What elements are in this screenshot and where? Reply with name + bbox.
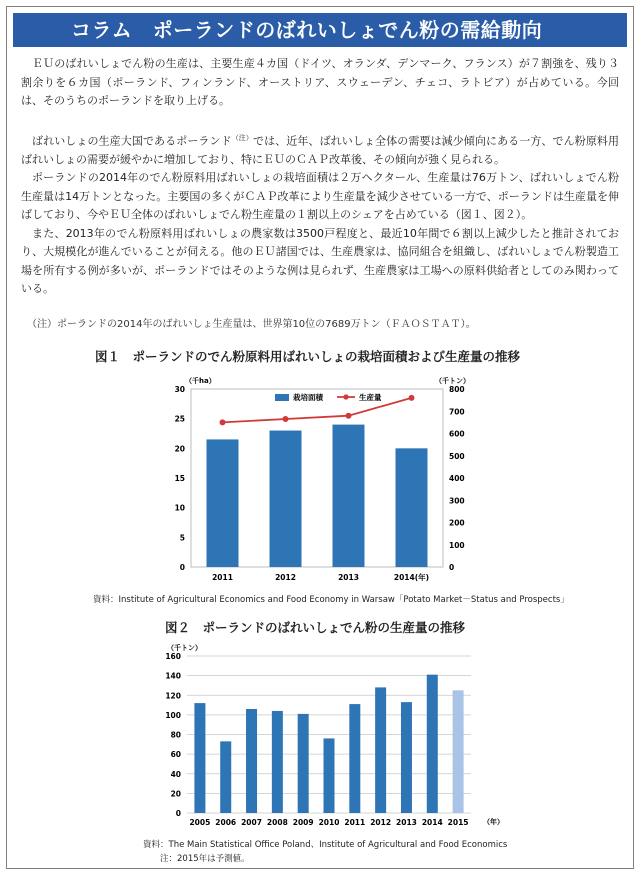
x-axis-tick-label: 2012 <box>370 818 392 827</box>
x-axis-tick-label: 2010 <box>318 818 340 827</box>
bar-area-2013 <box>333 425 365 567</box>
right-axis-tick-label: 200 <box>449 518 465 528</box>
bar-2015 <box>453 690 464 813</box>
right-axis-tick-label: 700 <box>449 407 465 417</box>
y-axis-tick-label: 0 <box>175 809 181 818</box>
document-page <box>6 6 634 869</box>
left-axis-tick-label: 25 <box>174 414 185 424</box>
right-axis-unit: （千トン） <box>435 377 470 385</box>
bar-2011 <box>349 704 360 813</box>
y-axis-tick-label: 120 <box>165 691 181 701</box>
bar-2012 <box>375 687 386 813</box>
note-marker: （注） <box>231 133 253 142</box>
left-axis-tick-label: 5 <box>179 533 185 543</box>
figure-2-title: 図２ ポーランドのばれいしょでん粉の生産量の推移 <box>165 620 466 635</box>
left-axis-unit: （千ha） <box>185 377 216 385</box>
y-axis-tick-label: 140 <box>165 671 181 681</box>
figure-1-source: 資料：Institute of Agricultural Economics and Food Economy in Warsaw「Potato Market－Status and Prospects」 <box>93 595 569 605</box>
x-axis-tick-label: 2013 <box>396 818 417 827</box>
bar-2006 <box>220 741 231 813</box>
x-axis-tick-label: 2013 <box>338 573 359 582</box>
y-axis-tick-label: 40 <box>170 769 181 779</box>
figure-2-chart <box>147 641 507 829</box>
right-axis-tick-label: 100 <box>449 540 465 550</box>
legend-line-label: 生産量 <box>359 393 382 402</box>
x-axis-tick-label: 2009 <box>292 818 314 827</box>
y-axis-tick-label: 20 <box>170 789 181 799</box>
bar-2008 <box>272 711 283 813</box>
production-point-2011 <box>220 419 226 425</box>
legend-bar-swatch <box>275 394 289 401</box>
production-point-2013 <box>346 413 352 419</box>
paragraph-4: また、2013年のでん粉原料用ばれいしょの農家数は3500戸程度と、最近10年間で６割以上減少したと推計されており、大規模化が進んでいることが伺える。他のＥＵ諸国では、生産農家は、協同組合を組織し、ばれいしょでん粉製造工場を所有する例が多いが、ポーランドではそのような例は見られず、生産農家は工場への原料供給者としてのみ関わっている。 <box>21 226 619 296</box>
bar-area-2011 <box>207 439 239 567</box>
bar-area-2014(年) <box>396 448 428 567</box>
x-axis-tick-label: 2014 <box>421 818 443 827</box>
left-axis-tick-label: 15 <box>174 474 185 483</box>
x-axis-tick-label: 2011 <box>344 818 366 827</box>
y-axis-tick-label: 60 <box>170 750 181 760</box>
figure-2-source: 資料：The Main Statistical Office Poland、Institute of Agricultural and Food Economics <box>143 840 508 850</box>
bar-2005 <box>194 703 205 813</box>
right-axis-tick-label: 800 <box>449 385 465 394</box>
x-axis-tick-label: 2008 <box>266 818 288 827</box>
y-axis-tick-label: 80 <box>170 730 181 740</box>
bar-2007 <box>246 709 257 813</box>
legend-bar-label: 栽培面積 <box>293 393 323 402</box>
bar-2010 <box>324 738 335 813</box>
right-axis-tick-label: 0 <box>449 563 455 572</box>
paragraph-1: ＥＵのばれいしょでん粉の生産は、主要生産４カ国（ドイツ、オランダ、デンマーク、フランス）が７割強を、残り３割余りを６カ国（ポーランド、フィンランド、オーストリア、スウェーデン、チェコ、ラトビア）が占めている。今回は、そのうちのポーランドを取り上げる。 <box>21 57 619 107</box>
paragraph-2 <box>21 129 619 170</box>
x-axis-tick-label: 2015 <box>447 818 469 827</box>
x-axis-tick-label: 2011 <box>212 573 233 582</box>
y-axis-tick-label: 100 <box>165 710 181 720</box>
body-text <box>21 55 619 299</box>
right-axis-tick-label: 500 <box>449 451 465 461</box>
x-axis-unit: （年） <box>483 818 504 826</box>
left-axis-tick-label: 20 <box>174 444 185 454</box>
right-axis-tick-label: 300 <box>449 496 465 506</box>
figure-2-note: 注：2015年は予測値。 <box>160 854 250 864</box>
paragraph-2-part-a: ばれいしょの生産大国であるポーランド <box>32 134 232 148</box>
figure-1-chart <box>157 369 477 591</box>
paragraph-2-part-b: では、近年、ばれいしょ全体の需要は減少傾向にある一方、でん粉原料用ばれいしょの需要が緩やかに増加しており、特にＥＵのＣＡＰ改革後、その傾向が強く見られる。 <box>21 134 620 166</box>
production-point-2012 <box>283 416 289 422</box>
bar-2014 <box>427 675 438 813</box>
right-axis-tick-label: 600 <box>449 429 465 439</box>
x-axis-tick-label: 2007 <box>241 818 262 827</box>
x-axis-tick-label: 2005 <box>189 818 211 827</box>
left-axis-tick-label: 10 <box>174 503 185 513</box>
production-point-2014(年) <box>409 395 415 401</box>
x-axis-tick-label: 2012 <box>275 573 296 582</box>
bar-area-2012 <box>270 431 302 567</box>
right-axis-tick-label: 400 <box>449 474 465 483</box>
y-axis-unit: （千トン） <box>167 644 202 652</box>
column-title: コラム ポーランドのばれいしょでん粉の需給動向 <box>13 13 627 47</box>
x-axis-tick-label: 2014(年) <box>393 573 430 582</box>
bar-2013 <box>401 702 412 813</box>
figure-1-title: 図１ ポーランドのでん粉原料用ばれいしょの栽培面積および生産量の推移 <box>95 349 521 364</box>
bar-2009 <box>298 714 309 813</box>
left-axis-tick-label: 30 <box>174 385 185 394</box>
x-axis-tick-label: 2006 <box>215 818 237 827</box>
footnote: （注）ポーランドの2014年のばれいしょ生産量は、世界第10位の7689万トン（ＦＡＯＳＴＡＴ）。 <box>27 319 476 330</box>
legend-line-marker <box>343 394 348 399</box>
left-axis-tick-label: 0 <box>179 563 185 572</box>
paragraph-3: ポーランドの2014年のでん粉原料用ばれいしょの栽培面積は２万ヘクタール、生産量は76万トン、ばれいしょでん粉生産量は14万トンとなった。主要国の多くがＣＡＰ改革により生産量を減少させている一方で、ポーランドは生産量を伸ばしており、今やＥＵ全体のばれいしょでん粉生産量の１割以上のシェアを占めている（図１、図２）。 <box>21 171 619 222</box>
y-axis-tick-label: 160 <box>165 652 181 661</box>
